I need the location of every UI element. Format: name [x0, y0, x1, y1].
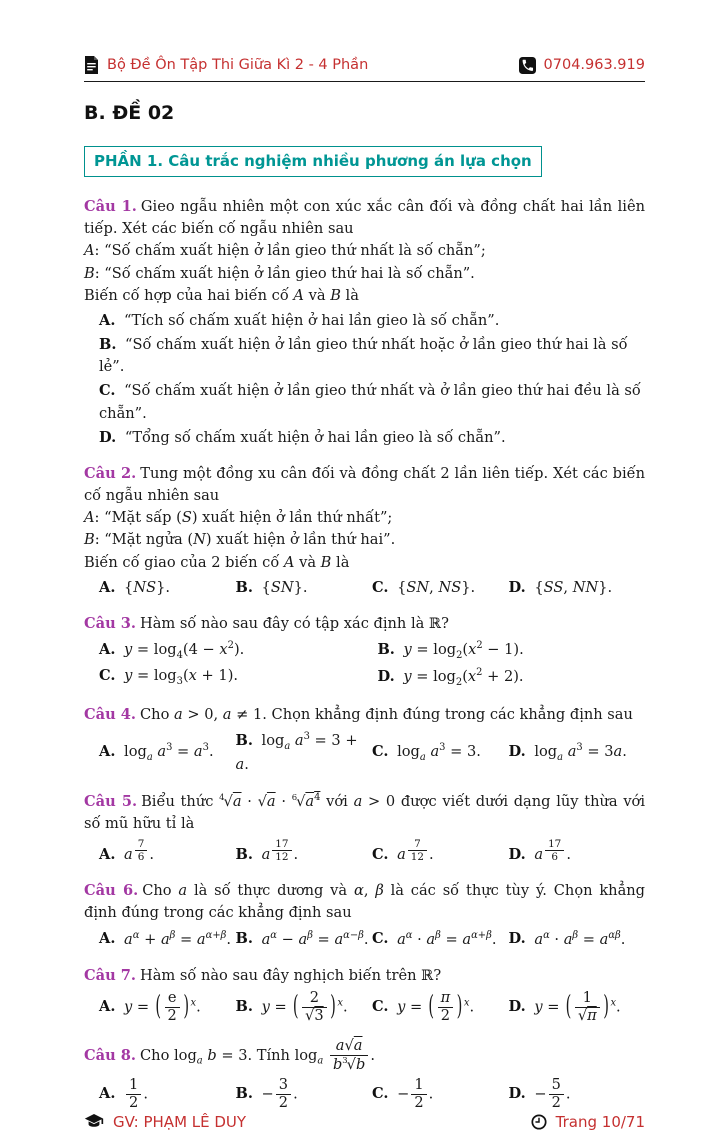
- cau-1-options: [84, 309, 645, 450]
- cau-5-option-a[interactable]: A. a $^{\frac{7}{6}}$ .: [99, 838, 155, 864]
- cau-1-body-1: Câu 1. Gieo ngẫu nhiên một con xúc xắc cân đối và đồng chất hai lần liên tiếp. Xét các biến cố ngẫu nhiên sau: [84, 198, 645, 238]
- cau-4-body-1: Câu 4. Cho a > 0, a ≠ 1. Chọn khẳng định đúng trong các khẳng định sau: [84, 705, 633, 723]
- phone-icon: [519, 57, 536, 74]
- cau-8-option-letter-c: C.: [372, 1085, 389, 1103]
- cau-6-options: [84, 927, 645, 952]
- cau-5: [84, 790, 645, 867]
- cau-4-option-a[interactable]: A. $\log_a a^3 = a^3$.: [99, 742, 214, 763]
- cau-3-body-1: Câu 3. Hàm số nào sau đây có tập xác định là ℝ?: [84, 614, 449, 632]
- cau-3-option-d[interactable]: D. $y = \log_2(x^2 + 2)$.: [377, 666, 524, 688]
- cau-2-body-4: Biến cố giao của 2 biến cố A và B là: [84, 553, 350, 571]
- cau-1-option-letter-b: B.: [99, 336, 117, 354]
- cau-5-option-letter-b: B.: [235, 846, 253, 864]
- cau-1-option-d[interactable]: D. “Tổng số chấm xuất hiện ở hai lần gieo là số chẵn”.: [99, 428, 506, 446]
- cau-1-option-a[interactable]: A. “Tích số chấm xuất hiện ở hai lần gieo là số chẵn”.: [99, 311, 500, 329]
- cau-5-option-d[interactable]: D. a $^{\frac{17}{6}}$ .: [508, 838, 571, 864]
- cau-2: [84, 463, 645, 600]
- cau-4-option-b[interactable]: B. $\log_a a^3 = 3 + a$.: [235, 730, 358, 773]
- cau-1-option-c[interactable]: C. “Số chấm xuất hiện ở lần gieo thứ nhất và ở lần gieo thứ hai đều là số chẵn”.: [99, 382, 641, 422]
- cau-7-body-1: Câu 7. Hàm số nào sau đây nghịch biến trên ℝ?: [84, 966, 442, 984]
- cau-7-option-letter-d: D.: [508, 998, 526, 1016]
- cau-2-options: [84, 576, 645, 600]
- cau-6-option-c[interactable]: C. $a^\alpha \cdot a^\beta = a^{\alpha+\beta}$.: [372, 929, 497, 948]
- header-title: Bộ Đề Ôn Tập Thi Giữa Kì 2 - 4 Phần: [107, 57, 369, 73]
- cau-7-option-letter-a: A.: [99, 998, 116, 1016]
- part1-heading-label: PHẦN 1. Câu trắc nghiệm nhiều phương án lựa chọn: [94, 152, 532, 170]
- cau-2-body-2: A: “Mặt sấp (S) xuất hiện ở lần thứ nhất”;: [84, 509, 393, 527]
- cau-4-option-d[interactable]: D. $\log_a a^3 = 3a$.: [508, 742, 627, 763]
- cau-3-option-letter-d: D.: [377, 667, 395, 685]
- cau-6-option-letter-d: D.: [508, 930, 526, 948]
- page-footer: [84, 1113, 645, 1131]
- cau-7-option-d[interactable]: D. y = ( $\frac{1}{√\pi}$ ) $^x$.: [508, 988, 621, 1024]
- page-header: [84, 56, 645, 82]
- cau-4-option-letter-b: B.: [235, 731, 253, 749]
- footer-right: [531, 1113, 645, 1131]
- cau-6-option-d[interactable]: D. $a^\alpha \cdot a^\beta = a^{\alpha\beta}$.: [508, 929, 626, 948]
- cau-4-label: Câu 4.: [84, 705, 136, 723]
- cau-2-option-letter-a: A.: [99, 578, 116, 596]
- cau-6: [84, 880, 645, 951]
- cau-8-options: [84, 1076, 645, 1113]
- cau-1-option-letter-d: D.: [99, 428, 117, 446]
- cau-3-options: [84, 637, 645, 691]
- cau-5-label: Câu 5.: [84, 792, 138, 810]
- cau-5-body-1: Câu 5. Biểu thức $^4√a \cdot √a \cdot ^6√a^4$ với a > 0 được viết dưới dạng lũy thừa với số mũ hữu tỉ là: [84, 791, 646, 832]
- cau-3-option-letter-c: C.: [99, 666, 116, 684]
- cau-7: [84, 965, 645, 1026]
- cau-3-option-a[interactable]: A. $y = \log_4(4 - x^2)$.: [99, 640, 245, 661]
- cau-7-option-c[interactable]: C. y = ( $\frac{\pi}{2}$ ) $^x$.: [372, 988, 475, 1024]
- footer-teacher: GV: PHẠM LÊ DUY: [113, 1112, 247, 1131]
- cau-5-options: [84, 837, 645, 867]
- cau-7-label: Câu 7.: [84, 966, 136, 984]
- cau-1-option-letter-c: C.: [99, 382, 116, 400]
- cau-2-body-1: Câu 2. Tung một đồng xu cân đối và đồng chất 2 lần liên tiếp. Xét các biến cố ngẫu nhiên sau: [84, 464, 646, 505]
- cau-4-option-letter-d: D.: [508, 742, 526, 760]
- footer-left: [84, 1113, 246, 1131]
- cau-2-option-letter-c: C.: [372, 578, 389, 596]
- header-phone: 0704.963.919: [543, 57, 645, 73]
- cau-7-option-letter-c: C.: [372, 998, 389, 1016]
- cau-1-option-letter-a: A.: [99, 311, 116, 329]
- cau-7-option-a[interactable]: A. y = ( $\frac{e}{2}$ ) $^x$.: [99, 988, 201, 1024]
- cau-7-option-b[interactable]: B. y = ( $\frac{2}{√3}$ ) $^x$.: [235, 988, 348, 1024]
- cau-8-option-letter-a: A.: [99, 1085, 116, 1103]
- cau-5-option-letter-d: D.: [508, 846, 526, 864]
- cau-6-option-letter-b: B.: [235, 930, 253, 948]
- cau-2-option-b[interactable]: B. {SN}.: [235, 578, 308, 596]
- cau-2-label: Câu 2.: [84, 464, 137, 482]
- graduation-cap-icon: [84, 1113, 104, 1130]
- cau-8-option-letter-d: D.: [508, 1085, 526, 1103]
- cau-2-body-3: B: “Mặt ngửa (N) xuất hiện ở lần thứ hai”.: [84, 531, 396, 549]
- section-title: B. ĐỀ 02: [84, 102, 175, 124]
- cau-3-option-b[interactable]: B. $y = \log_2(x^2 - 1)$.: [377, 640, 524, 661]
- cau-8-body-1: Câu 8. Cho $\log_a b = 3$. Tính $\log_a$ $\frac{a√a}{b^3√b}$ .: [84, 1037, 375, 1074]
- cau-6-body-1: Câu 6. Cho a là số thực dương và α, β là các số thực tùy ý. Chọn khẳng định đúng trong các khẳng định sau: [84, 882, 646, 922]
- cau-8-option-b[interactable]: B. − $\frac{3}{2}$ .: [235, 1075, 298, 1111]
- cau-1-body-4: Biến cố hợp của hai biến cố A và B là: [84, 286, 359, 304]
- cau-7-options: [84, 989, 645, 1026]
- cau-5-option-letter-a: A.: [99, 846, 116, 864]
- cau-4-option-letter-a: A.: [99, 742, 116, 760]
- cau-8-label: Câu 8.: [84, 1047, 136, 1065]
- cau-4: [84, 704, 645, 777]
- cau-2-option-c[interactable]: C. {SN, NS}.: [372, 578, 476, 596]
- cau-4-option-c[interactable]: C. $\log_a a^3 = 3$.: [372, 742, 481, 763]
- cau-3: [84, 613, 645, 691]
- cau-3-label: Câu 3.: [84, 614, 136, 632]
- cau-5-option-b[interactable]: B. a $^{\frac{17}{12}}$ .: [235, 838, 299, 864]
- part1-heading-box: [84, 146, 542, 177]
- cau-1-option-b[interactable]: B. “Số chấm xuất hiện ở lần gieo thứ nhất hoặc ở lần gieo thứ hai là số lẻ”.: [99, 336, 628, 376]
- cau-8-option-d[interactable]: D. − $\frac{5}{2}$ .: [508, 1075, 571, 1111]
- document-icon: [84, 56, 99, 74]
- cau-6-label: Câu 6.: [84, 882, 139, 900]
- cau-3-option-letter-a: A.: [99, 640, 116, 658]
- cau-6-option-letter-a: A.: [99, 930, 116, 948]
- cau-7-option-letter-b: B.: [235, 998, 253, 1016]
- footer-page-number: Trang 10/71: [555, 1112, 645, 1131]
- header-right: [519, 57, 645, 74]
- cau-5-option-letter-c: C.: [372, 846, 389, 864]
- cau-4-options: [84, 728, 645, 777]
- clock-icon: [531, 1114, 547, 1130]
- cau-2-option-letter-b: B.: [235, 578, 253, 596]
- cau-1-body-3: B: “Số chấm xuất hiện ở lần gieo thứ hai là số chẵn”.: [84, 264, 475, 282]
- cau-6-option-a[interactable]: A. $a^\alpha + a^\beta = a^{\alpha+\beta}$.: [99, 929, 232, 948]
- header-left: [84, 56, 368, 74]
- cau-8: [84, 1038, 645, 1112]
- cau-3-option-c[interactable]: C. $y = \log_3(x + 1)$.: [99, 666, 239, 687]
- cau-2-option-d[interactable]: D. {SS, NN}.: [508, 578, 613, 596]
- cau-6-option-b[interactable]: B. $a^\alpha - a^\beta = a^{\alpha-\beta}$.: [235, 929, 369, 948]
- cau-4-option-letter-c: C.: [372, 742, 389, 760]
- cau-1-label: Câu 1.: [84, 198, 137, 215]
- cau-2-option-a[interactable]: A. {NS}.: [99, 578, 171, 596]
- cau-8-option-letter-b: B.: [235, 1085, 253, 1103]
- cau-8-option-a[interactable]: A. $\frac{1}{2}$ .: [99, 1075, 148, 1111]
- cau-2-option-letter-d: D.: [508, 578, 526, 596]
- cau-3-option-letter-b: B.: [377, 640, 395, 658]
- cau-1: [84, 196, 645, 450]
- questions-list: [84, 183, 645, 1113]
- cau-8-option-c[interactable]: C. − $\frac{1}{2}$ .: [372, 1075, 434, 1111]
- cau-1-body-2: A: “Số chấm xuất hiện ở lần gieo thứ nhất là số chẵn”;: [84, 242, 486, 260]
- cau-6-option-letter-c: C.: [372, 930, 389, 948]
- cau-5-option-c[interactable]: C. a $^{\frac{7}{12}}$ .: [372, 838, 434, 864]
